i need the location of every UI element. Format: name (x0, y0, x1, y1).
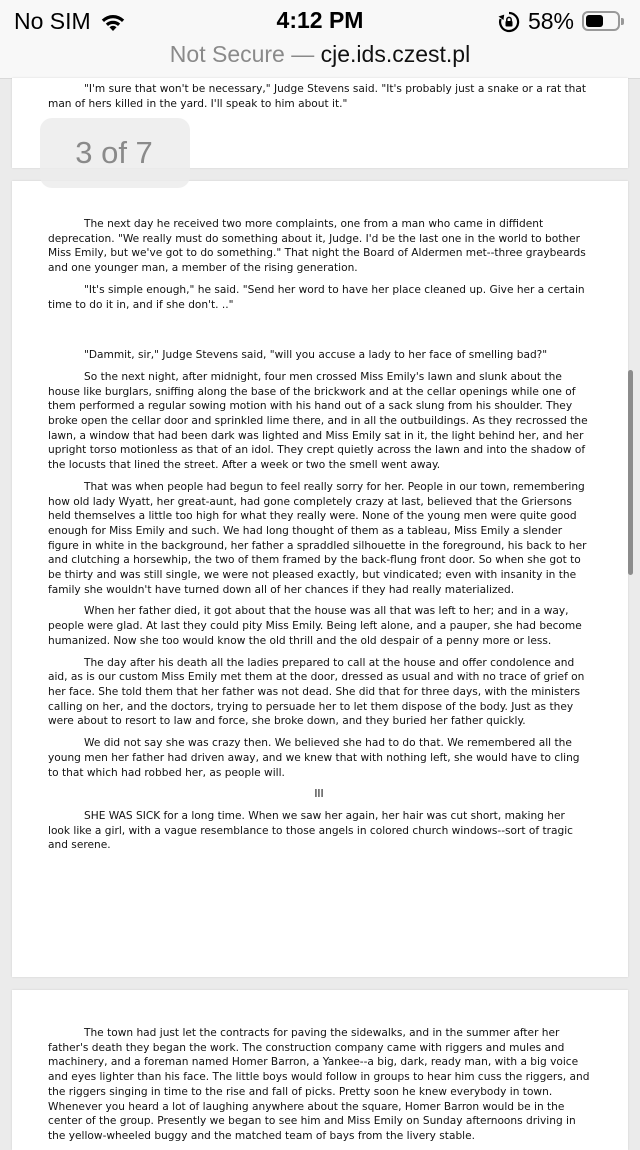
section-heading: III (314, 788, 324, 801)
paragraph: "It's simple enough," he said. "Send her word to have her place cleaned up. Give her a certain time to do it in, and if she don't. .." (48, 283, 585, 311)
status-right-group (498, 8, 626, 35)
paragraph: "I'm sure that won't be necessary," Judge Stevens said. "It's probably just a snake or a rat that man of hers killed in the yard. I'll speak to him about it." (48, 83, 586, 110)
status-bar (0, 0, 640, 40)
document-page (12, 990, 628, 1150)
paragraph: So the next night, after midnight, four men crossed Miss Emily's lawn and slunk about the house like burglars, sniffing along the base of the brickwork and at the cellar openings while one of them performed a regular sowing motion with his hand out of a sack slung from his shoulder. They broke open the cellar door and sprinkled lime there, and in all the outbuildings. As they recrossed the lawn, a window that had been dark was lighted and Miss Emily sat in it, the light behind her, and her upright torso motionless as that of an idol. They crept quietly across the lawn and into the shadow of the locusts that lined the street. After a week or two the smell went away. (48, 370, 588, 472)
paragraph: SHE WAS SICK for a long time. When we saw her again, her hair was cut short, making her look like a girl, with a vague resemblance to those angels in colored church windows--sort of tragic and serene. (48, 809, 573, 852)
paragraph: The next day he received two more complaints, one from a man who came in diffident deprecation. "We really must do something about it, Judge. I'd be the last one in the world to bother Miss Emily, but we've got to do something." That night the Board of Aldermen met--three graybeards and one younger man, a member of the rising generation. (48, 218, 586, 275)
battery-level-fill (586, 15, 603, 27)
document-page (12, 181, 628, 977)
paragraph: The town had just let the contracts for paving the sidewalks, and in the summer after her father's death they began the work. The construction company came with riggers and mules and machinery, and a foreman named Homer Barron, a Yankee--a big, dark, ready man, with a big voice and eyes lighter than his face. The little boys would follow in groups to hear him cuss the riggers, and the riggers singing in time to the rise and fall of picks. Pretty soon he knew everybody in town. Whenever you heard a lot of laughing anywhere about the square, Homer Barron would be in the center of the group. Presently we began to see him and Miss Emily on Sunday afternoons driving in the yellow-wheeled buggy and the matched team of bays from the livery stable. (48, 1027, 590, 1142)
paragraph: When her father died, it got about that the house was all that was left to her; and in a way, people were glad. At last they could pity Miss Emily. Being left alone, and a pauper, she had become humanized. Now she too would know the old thrill and the old despair of a penny more or less. (48, 605, 582, 647)
paragraph: The day after his death all the ladies prepared to call at the house and offer condolence and aid, as is our custom Miss Emily met them at the door, dressed as usual and with no trace of grief on her face. She told them that her father was not dead. She did that for three days, with the ministers calling on her, and the doctors, trying to persuade her to let them dispose of the body. Just as they were about to resort to law and force, she broke down, and they buried her father quickly. (48, 656, 585, 728)
paragraph: That was when people had begun to feel really sorry for her. People in our town, remembering how old lady Wyatt, her great-aunt, had gone completely crazy at last, believed that the Griersons held themselves a little too high for what they really were. None of the young men were quite good enough for Miss Emily and such. We had long thought of them as a tableau, Miss Emily a slender figure in white in the background, her father a spraddled silhouette in the foreground, his back to her and clutching a horsewhip, the two of them framed by the back-flung front door. So when she got to be thirty and was still single, we were not pleased exactly, but vindicated; even with insanity in the family she wouldn't have turned down all of her chances if they had really materialized. (48, 480, 587, 596)
security-label: Not Secure (169, 41, 285, 67)
rotation-lock-icon (498, 11, 520, 33)
page-indicator: 3 of 7 (40, 118, 190, 188)
url-domain: cje.ids.czest.pl (320, 41, 471, 67)
status-time: 4:12 PM (276, 7, 364, 33)
battery-icon (582, 11, 626, 33)
paragraph: We did not say she was crazy then. We believed she had to do that. We remembered all the young men her father had driven away, and we knew that with nothing left, she would have to cling to that which had robbed her, as people will. (48, 737, 580, 779)
address-bar[interactable] (0, 40, 640, 79)
battery-percent: 58% (527, 8, 574, 34)
paragraph: "Dammit, sir," Judge Stevens said, "will you accuse a lady to her face of smelling bad?" (84, 349, 548, 362)
url-separator: — (291, 41, 315, 67)
scrollbar-thumb[interactable] (628, 370, 633, 575)
carrier-label: No SIM (14, 8, 91, 34)
